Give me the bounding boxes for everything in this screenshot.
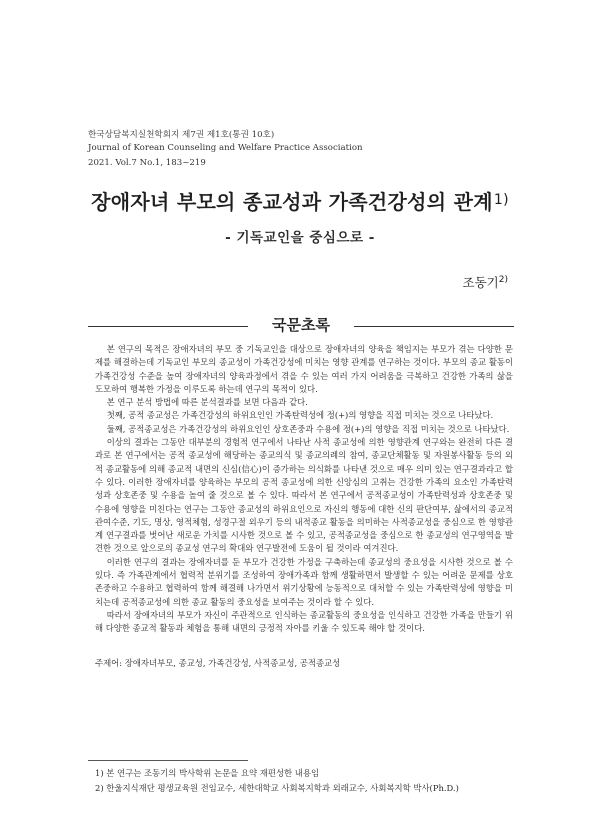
journal-issue: 2021. Vol.7 No.1, 183~219 [88,158,206,168]
footnote-divider [88,760,248,761]
paper-title-text: 장애자녀 부모의 종교성과 가족건강성의 관계 [91,190,493,214]
abstract-paragraph: 이상의 결과는 그동안 대부분의 경험적 연구에서 나타난 사적 종교성에 의한 영향관계 연구와는 완전히 다른 결과로 본 연구에서는 공적 종교성에 해당하는 종교의식 및 종교의례의 참여, 종교단체활동 및 자원봉사활동 등의 외적 종교활동에 의해 종교적 내면의 신심(信心)이 증가하는 의식화를 나타낸 것으로 매우 의미 있는 연구결과라고 할 수 있다. 이러한 장애자녀를 양육하는 부모의 공적 종교성에 의한 신앙심의 고취는 건강한 가족의 요소인 가족탄력성과 상호존중 및 수용을 높여 줄 것으로 볼 수 있다. 따라서 본 연구에서 공적종교성이 가족탄력성과 상호존중 및 수용에 영향을 미친다는 연구는 그동안 종교성의 하위요인으로 자신의 행동에 대한 신의 판단여부, 삶에서의 종교적 관여수준, 기도, 명상, 영적체험, 성경구절 외우기 등의 내적종교 활동을 의미하는 사적종교성을 중심으로 한 영향관계 연구결과를 벗어난 새로운 가치를 시사한 것으로 볼 수 있고, 공적종교성을 중심으로 한 종교성의 연구영역을 발견한 것으로 앞으로의 종교성 연구의 확대와 연구발전에 도움이 될 것이라 여겨진다. [95,437,513,554]
abstract-body [95,343,513,636]
journal-name-en: Journal of Korean Counseling and Welfare Practice Association [88,143,363,153]
footnote-1: 1) 본 연구는 조동기의 박사학위 논문을 요약 재편성한 내용임 [95,768,320,778]
abstract-paragraph: 첫째, 공적 종교성은 가족건강성의 하위요인인 가족탄력성에 정(+)의 영향을 직접 미치는 것으로 나타났다. [106,410,494,421]
abstract-paragraph: 따라서 장애자녀의 부모가 자신이 주관적으로 인식하는 종교활동의 중요성을 인식하고 건강한 가족을 만들기 위해 다양한 종교적 활동과 체험을 통해 내면의 긍정적 자아를 키울 수 있도록 해야 할 것이다. [95,609,513,634]
paper-subtitle: - 기독교인을 중심으로 - [225,230,375,246]
author-name: 조동기 [462,275,499,290]
footnote-2: 2) 한울지식재단 평생교육원 전임교수, 세한대학교 사회복지학과 외래교수, 사회복지학 박사(Ph.D.) [95,783,459,793]
abstract-paragraph: 이러한 연구의 결과는 장애자녀를 둔 부모가 건강한 가정을 구축하는데 종교성의 중요성을 시사한 것으로 볼 수 있다. 즉 가족관계에서 협력적 분위기를 조성하여 장애가족과 함께 생활하면서 발생할 수 있는 어려운 문제를 상호존중하고 수용하고 협력하여 함께 해결해 나가면서 위기상황에 능동적으로 대처할 수 있는 가족탄력성에 영향을 미치는데 공적종교성에 의한 종교 활동의 중요성을 보여주는 것이라 할 수 있다. [95,556,513,607]
abstract-heading-block [88,314,514,334]
title-footnote-marker: 1) [493,192,509,208]
paper-title [0,186,600,215]
journal-name-kr: 한국상담복지실천학회지 제7권 제1호(통권 10호) [88,130,275,140]
abstract-heading-rule-right [354,326,514,327]
author-footnote-marker: 2) [498,275,508,285]
abstract-heading: 국문초록 [272,316,330,334]
abstract-paragraph: 둘째, 공적종교성은 가족건강성의 하위요인인 상호존중과 수용에 정(+)의 영향을 직접 미치는 것으로 나타났다. [106,423,510,434]
author [463,273,508,291]
abstract-paragraph: 본 연구 분석 방법에 따른 분석결과를 보면 다음과 같다. [106,397,308,408]
abstract-paragraph: 본 연구의 목적은 장애자녀의 부모 중 기독교인을 대상으로 장애자녀의 양육을 책임지는 부모가 겪는 다양한 문제를 해결하는데 기독교인 부모의 종교성이 가족건강성에 미치는 영향 관계를 연구하는 것이다. 부모의 종교 활동이 가족건강성 수준을 높여 장애자녀의 양육과정에서 겪을 수 있는 여러 가지 어려움을 극복하고 건강한 가족의 삶을 도모하여 행복한 가정을 이루도록 하는데 연구의 목적이 있다. [95,344,513,394]
keywords: 주제어: 장애자녀부모, 종교성, 가족건강성, 사적종교성, 공적종교성 [95,658,341,668]
